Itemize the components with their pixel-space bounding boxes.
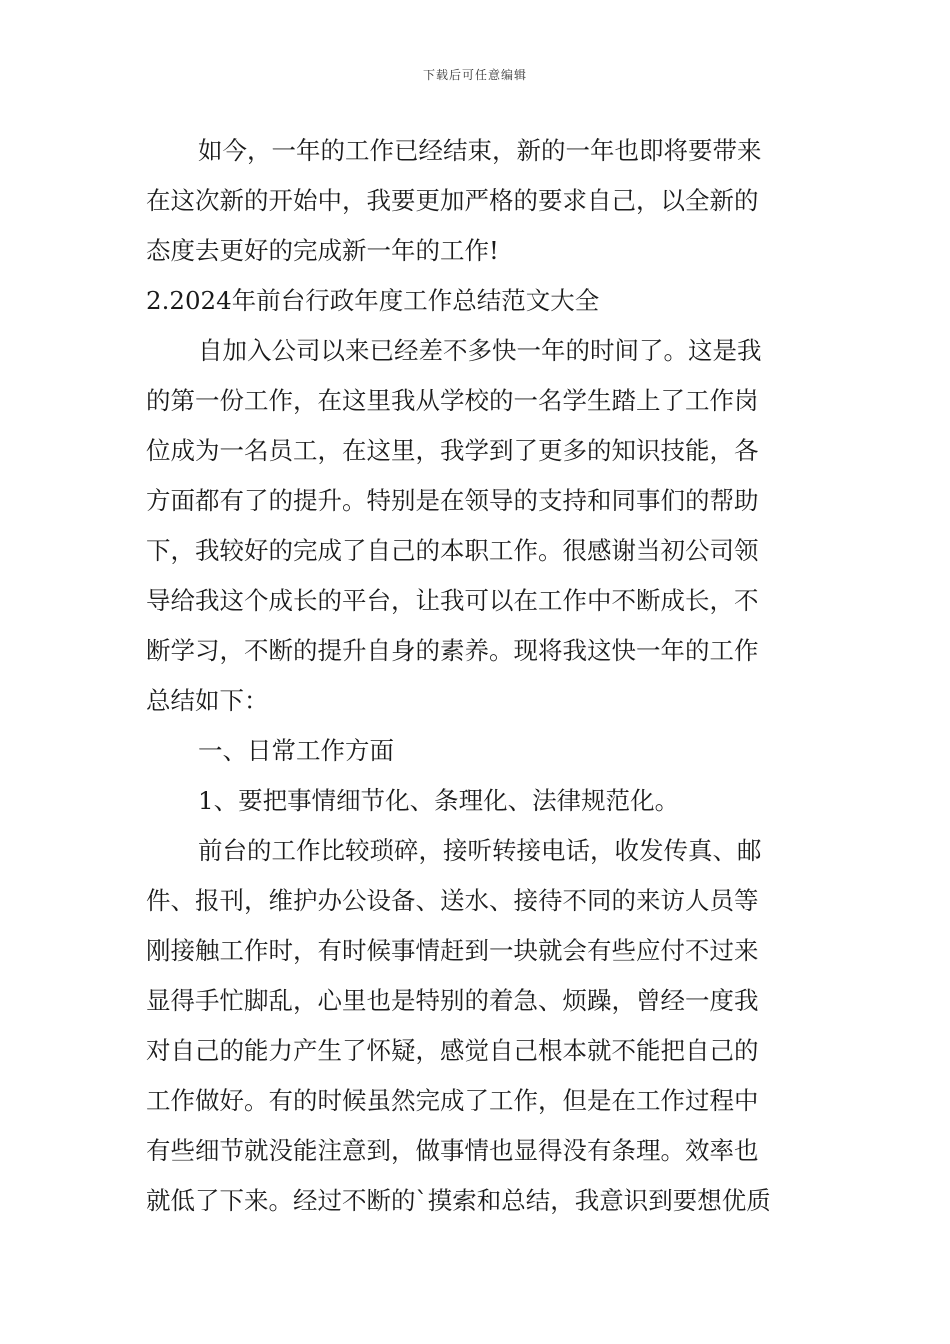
document-body [146,126,816,1226]
paragraph-line: 对自己的能力产生了怀疑，感觉自己根本就不能把自己的 [146,1036,759,1065]
paragraph-line: 就低了下来。经过不断的`摸索和总结，我意识到要想优质 [146,1186,771,1215]
paragraph-line: 态度去更好的完成新一年的工作! [146,236,499,265]
paragraph-line: 下，我较好的完成了自己的本职工作。很感谢当初公司领 [146,536,759,565]
paragraph-line: 总结如下： [146,686,269,715]
paragraph-line: 在这次新的开始中，我要更加严格的要求自己，以全新的 [146,186,759,215]
paragraph-line: 前台的工作比较琐碎，接听转接电话，收发传真、邮 [198,836,762,865]
subsection-heading: 一、日常工作方面 [198,736,394,765]
paragraph-line: 的第一份工作，在这里我从学校的一名学生踏上了工作岗 [146,386,759,415]
paragraph-line: 如今，一年的工作已经结束，新的一年也即将要带来 [198,136,762,165]
paragraph-line: 有些细节就没能注意到，做事情也显得没有条理。效率也 [146,1136,759,1165]
paragraph-line: 刚接触工作时，有时候事情赶到一块就会有些应付不过来 [146,936,759,965]
paragraph-line: 工作做好。有的时候虽然完成了工作，但是在工作过程中 [146,1086,759,1115]
page-header: 下载后可任意编辑 [422,68,527,82]
list-item: 1、要把事情细节化、条理化、法律规范化。 [198,786,680,815]
paragraph-line: 断学习，不断的提升自身的素养。现将我这快一年的工作 [146,636,759,665]
paragraph-line: 自加入公司以来已经差不多快一年的时间了。这是我 [198,336,762,365]
paragraph-line: 方面都有了的提升。特别是在领导的支持和同事们的帮助 [146,486,759,515]
paragraph-line: 导给我这个成长的平台，让我可以在工作中不断成长，不 [146,586,759,615]
paragraph-line: 件、报刊，维护办公设备、送水、接待不同的来访人员等 [146,886,759,915]
paragraph-line: 显得手忙脚乱，心里也是特别的着急、烦躁，曾经一度我 [146,986,759,1015]
section-heading: 2.2024年前台行政年度工作总结范文大全 [146,286,600,315]
paragraph-line: 位成为一名员工，在这里，我学到了更多的知识技能，各 [146,436,759,465]
